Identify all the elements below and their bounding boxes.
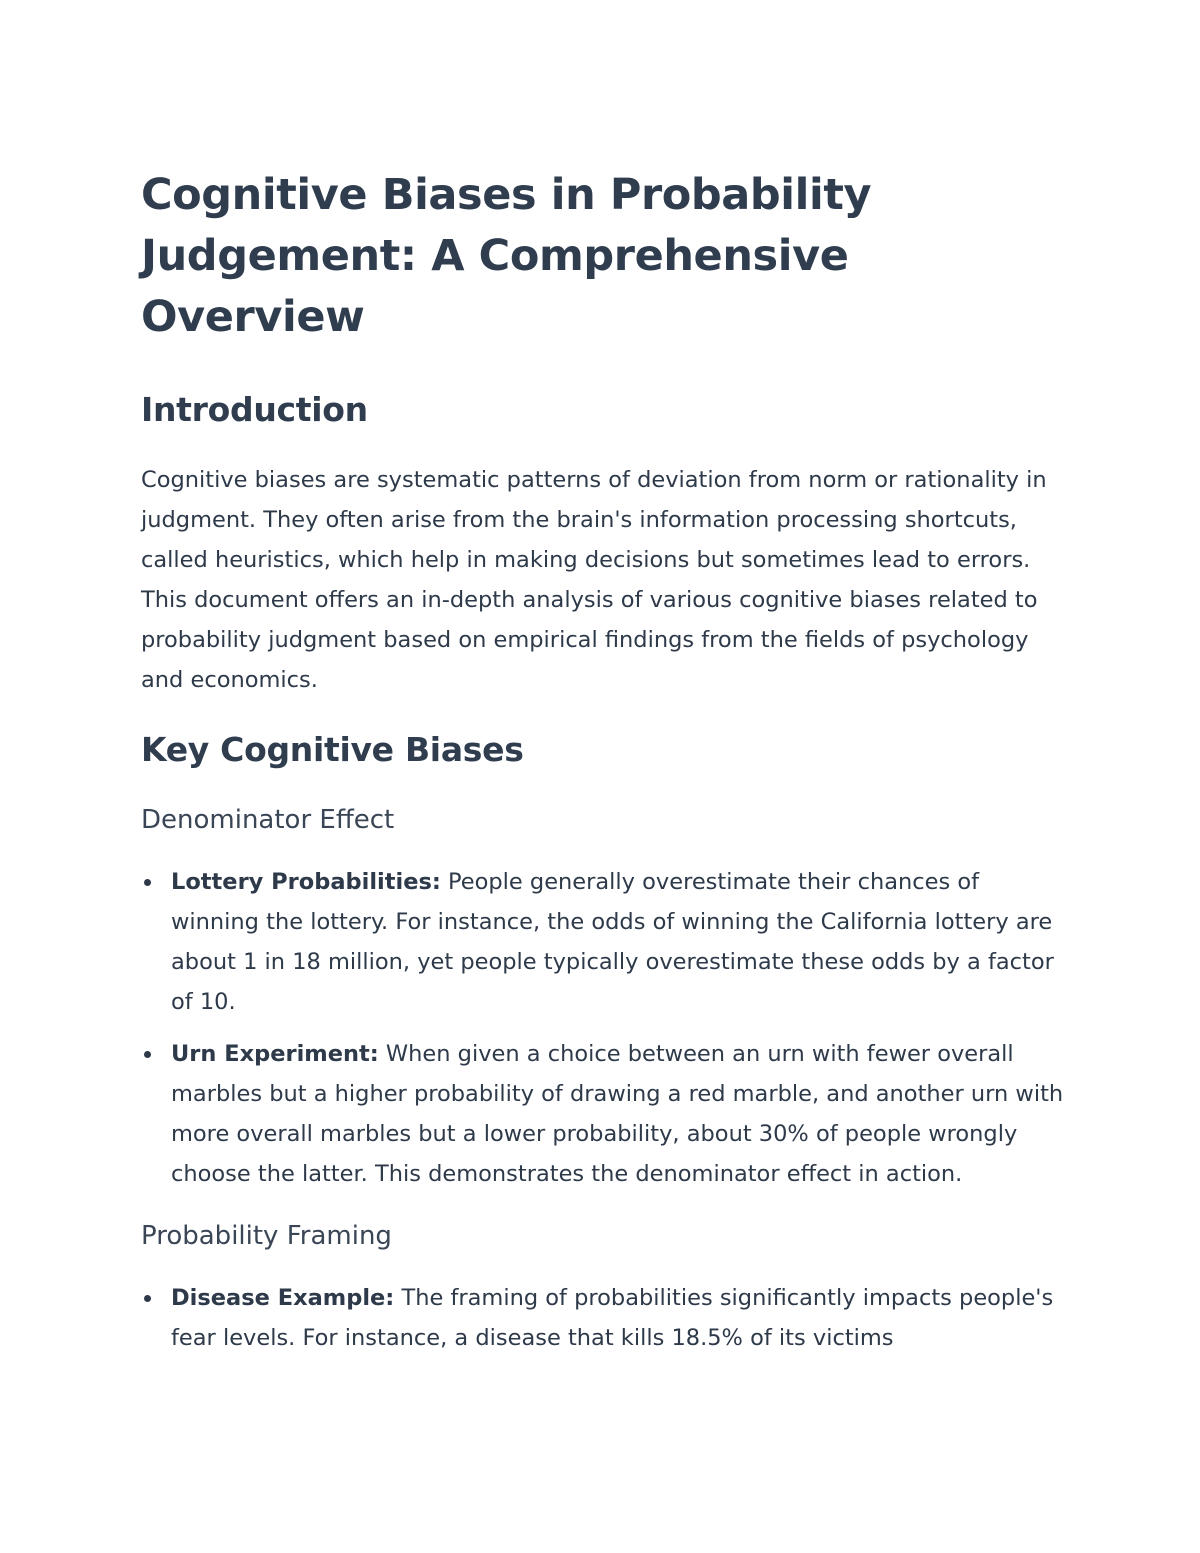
document-title: Cognitive Biases in Probability Judgement: A Comprehensive Overview	[141, 170, 872, 342]
bullet-text: The framing of probabilities significantly impacts people's fear levels. For instance, a disease that kills 18.5% of its victims	[171, 1285, 1054, 1351]
denominator-effect-list	[141, 862, 1071, 1194]
bullet-term: Urn Experiment:	[171, 1041, 379, 1067]
document-page	[141, 165, 1071, 1370]
list-item	[141, 862, 1071, 1022]
bullet-term: Disease Example:	[171, 1285, 395, 1311]
bullet-icon	[144, 1295, 151, 1302]
bullet-icon	[144, 1051, 151, 1058]
list-item	[141, 1034, 1071, 1194]
probability-framing-heading: Probability Framing	[141, 1221, 392, 1251]
bullet-icon	[144, 879, 151, 886]
list-item	[141, 1278, 1071, 1358]
probability-framing-list	[141, 1278, 1071, 1358]
bullet-text: People generally overestimate their chances of winning the lottery. For instance, the odds of winning the California lottery are about 1 in 18 million, yet people typically overestimate these odds by a factor of 10.	[171, 869, 1054, 1015]
key-biases-heading: Key Cognitive Biases	[141, 730, 524, 769]
bullet-term: Lottery Probabilities:	[171, 869, 441, 895]
introduction-paragraph: Cognitive biases are systematic patterns of deviation from norm or rationality in judgment. They often arise from the brain's information processing shortcuts, called heuristics, which help in making decisions but sometimes lead to errors. This document offers an in-depth analysis of various cognitive biases related to probability judgment based on empirical findings from the fields of psychology and economics.	[141, 467, 1047, 693]
bullet-text: When given a choice between an urn with fewer overall marbles but a higher probability of drawing a red marble, and another urn with more overall marbles but a lower probability, about 30% of people wrongly choose the latter. This demonstrates the denominator effect in action.	[171, 1041, 1064, 1187]
introduction-heading: Introduction	[141, 390, 368, 429]
denominator-effect-heading: Denominator Effect	[141, 805, 395, 835]
